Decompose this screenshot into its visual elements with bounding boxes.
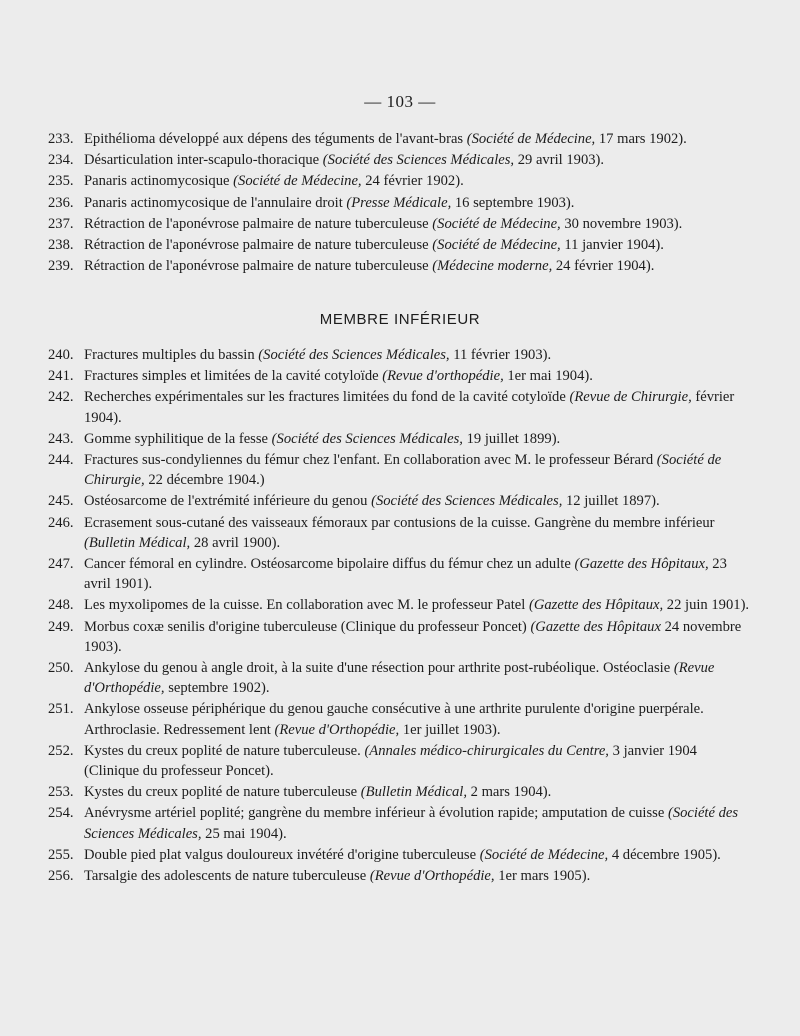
entry-text: Les myxolipomes de la cuisse. En collaboration avec M. le professeur Patel	[84, 597, 529, 614]
entry-date: 30 novembre 1903).	[560, 215, 683, 232]
entry-source: (Société des Sciences Médicales,	[258, 347, 450, 363]
entry-text: Gomme syphilitique de la fesse	[84, 430, 272, 447]
entry-number: 242.	[48, 389, 74, 406]
entry-date: 24 novembre 1903).	[84, 618, 742, 655]
entry-number: 240.	[48, 347, 74, 363]
bibliography-entry	[48, 491, 754, 511]
entry-number: 252.	[48, 742, 74, 759]
entry-number: 250.	[48, 660, 74, 677]
bibliography-entry	[48, 214, 754, 234]
entry-date: 28 avril 1900).	[190, 534, 281, 551]
entry-number: 239.	[48, 258, 74, 275]
entry-number: 233.	[48, 131, 74, 147]
entry-text: Morbus coxæ senilis d'origine tuberculeuse (Clinique du professeur Poncet)	[84, 618, 531, 635]
entry-number: 251.	[48, 701, 74, 718]
entry-source: (Revue d'orthopédie,	[382, 368, 504, 385]
bibliography-entry	[48, 235, 754, 255]
entry-date: septembre 1902).	[164, 680, 270, 697]
bibliography-entry	[48, 782, 754, 802]
entry-text: Ankylose osseuse périphérique du genou gauche consécutive à une arthrite purulente d'origine puerpérale. Arthroclasie. Redressement lent	[84, 701, 704, 738]
bibliography-entry	[48, 387, 754, 427]
entry-number: 243.	[48, 430, 74, 447]
entry-source: (Gazette des Hôpitaux,	[528, 597, 664, 614]
bibliography-entry	[48, 429, 754, 449]
entry-date: 11 janvier 1904).	[560, 237, 664, 254]
entry-date: 11 février 1903).	[449, 347, 552, 363]
bibliography-entry	[48, 741, 754, 781]
entry-text: Double pied plat valgus douloureux invétéré d'origine tuberculeuse	[84, 846, 480, 863]
entry-source: (Médecine moderne,	[432, 258, 553, 275]
bibliography-entry	[48, 513, 754, 553]
bibliography-entry	[48, 699, 754, 739]
entry-date: 1er juillet 1903).	[399, 721, 501, 738]
entry-date: 4 décembre 1905).	[608, 846, 721, 863]
entry-source: (Société des Sciences Médicales,	[371, 493, 563, 510]
bibliography-entry	[48, 803, 754, 843]
entry-text: Ostéosarcome de l'extrémité inférieure du genou	[84, 493, 372, 510]
entry-source: (Annales médico-chirurgicales du Centre,	[364, 742, 609, 759]
entry-number: 238.	[48, 237, 74, 254]
entry-number: 244.	[48, 452, 74, 469]
entry-source: (Société de Chirurgie,	[84, 452, 722, 489]
entry-text: Anévrysme artériel poplité; gangrène du membre inférieur à évolution rapide; amputation de cuisse	[84, 805, 668, 822]
entry-text: Panaris actinomycosique	[84, 173, 234, 190]
entry-text: Rétraction de l'aponévrose palmaire de nature tuberculeuse	[84, 258, 433, 275]
bibliography-entry	[48, 554, 754, 594]
entry-date: 2 mars 1904).	[466, 784, 552, 801]
bibliography-entry	[48, 256, 754, 276]
entry-text: Rétraction de l'aponévrose palmaire de nature tuberculeuse	[84, 215, 433, 232]
entry-source: (Société des Sciences Médicales,	[271, 430, 463, 447]
entry-source: (Revue de Chirurgie,	[569, 389, 692, 406]
entry-date: 22 juin 1901).	[663, 597, 750, 614]
entry-date: 22 décembre 1904.)	[144, 472, 265, 489]
entry-source: (Société de Médecine,	[432, 237, 561, 254]
entries-list-bottom	[48, 345, 754, 886]
entry-text: Cancer fémoral en cylindre. Ostéosarcome bipolaire diffus du fémur chez un adulte	[84, 556, 575, 573]
entry-source: (Société de Médecine,	[432, 215, 561, 232]
entry-number: 253.	[48, 784, 74, 801]
entry-text: Kystes du creux poplité de nature tuberculeuse	[84, 784, 361, 801]
entry-date: 29 avril 1903).	[514, 152, 605, 169]
entry-source: (Revue d'Orthopédie,	[84, 660, 715, 697]
entry-number: 256.	[48, 868, 74, 885]
bibliography-entry	[48, 150, 754, 170]
entry-number: 235.	[48, 173, 74, 190]
entry-number: 247.	[48, 556, 74, 573]
bibliography-entry	[48, 866, 754, 886]
entry-source: (Bulletin Médical,	[360, 784, 467, 801]
entry-text: Fractures multiples du bassin	[84, 347, 259, 363]
entry-source: (Société de Médecine,	[466, 131, 596, 147]
entry-text: Rétraction de l'aponévrose palmaire de nature tuberculeuse	[84, 237, 433, 254]
entry-date: 3 janvier 1904 (Clinique du professeur Poncet).	[84, 742, 697, 780]
entry-number: 241.	[48, 368, 74, 385]
entry-number: 234.	[48, 152, 74, 169]
entry-text: Recherches expérimentales sur les fractures limitées du fond de la cavité cotyloïde	[84, 389, 570, 406]
entry-text: Panaris actinomycosique de l'annulaire droit	[84, 194, 347, 211]
entry-number: 246.	[48, 514, 74, 531]
entry-date: février 1904).	[84, 389, 735, 426]
entry-number: 254.	[48, 805, 74, 822]
entry-date: 23 avril 1901).	[84, 556, 727, 593]
entry-text: Désarticulation inter-scapulo-thoracique	[84, 152, 323, 169]
entry-source: (Bulletin Médical,	[84, 534, 191, 551]
bibliography-entry	[48, 345, 754, 365]
entry-source: (Société des Sciences Médicales,	[322, 152, 515, 169]
bibliography-entry	[48, 658, 754, 698]
bibliography-entry	[48, 450, 754, 490]
entry-source: (Gazette des Hôpitaux	[530, 618, 661, 635]
entry-date: 24 février 1902).	[361, 173, 464, 190]
entry-text: Fractures sus-condyliennes du fémur chez l'enfant. En collaboration avec M. le professeur Bérard	[84, 452, 657, 469]
entry-source: (Revue d'Orthopédie,	[274, 721, 400, 738]
entry-date: 17 mars 1902).	[595, 131, 687, 147]
entry-number: 237.	[48, 215, 74, 232]
entry-date: 19 juillet 1899).	[462, 430, 561, 447]
entry-text: Fractures simples et limitées de la cavité cotyloïde	[84, 368, 383, 385]
entry-source: (Société de Médecine,	[479, 846, 609, 863]
entry-date: 24 février 1904).	[552, 258, 655, 275]
entry-date: 12 juillet 1897).	[562, 493, 660, 510]
entries-list-top	[48, 129, 754, 276]
bibliography-entry	[48, 617, 754, 657]
entry-number: 245.	[48, 493, 74, 510]
entry-date: 1er mai 1904).	[503, 368, 593, 385]
entry-date: 16 septembre 1903).	[451, 194, 575, 211]
bibliography-entry	[48, 171, 754, 191]
entry-source: (Gazette des Hôpitaux,	[574, 556, 709, 573]
entry-number: 255.	[48, 846, 74, 863]
entry-date: 1er mars 1905).	[494, 868, 591, 885]
entry-text: Kystes du creux poplité de nature tuberculeuse.	[84, 742, 365, 759]
entry-source: (Presse Médicale,	[346, 194, 452, 211]
bibliography-entry	[48, 366, 754, 386]
section-title: MEMBRE INFÉRIEUR	[319, 311, 481, 328]
entry-source: (Société des Sciences Médicales,	[84, 805, 739, 842]
entry-source: (Revue d'Orthopédie,	[369, 868, 495, 885]
entry-source: (Société de Médecine,	[233, 173, 362, 190]
entry-text: Ankylose du genou à angle droit, à la suite d'une résection pour arthrite post-rubéolique. Ostéoclasie	[84, 660, 674, 677]
page-number: — 103 —	[364, 92, 436, 111]
entry-text: Tarsalgie des adolescents de nature tuberculeuse	[84, 868, 370, 885]
entry-text: Ecrasement sous-cutané des vaisseaux fémoraux par contusions de la cuisse. Gangrène du membre inférieur	[84, 514, 715, 531]
entry-number: 249.	[48, 618, 74, 635]
entry-number: 248.	[48, 597, 74, 614]
bibliography-entry	[48, 193, 754, 213]
bibliography-entry	[48, 129, 754, 149]
bibliography-entry	[48, 595, 754, 615]
bibliography-entry	[48, 845, 754, 865]
entry-number: 236.	[48, 194, 74, 211]
entry-date: 25 mai 1904).	[201, 825, 287, 842]
entry-text: Epithélioma développé aux dépens des téguments de l'avant-bras	[84, 131, 467, 147]
